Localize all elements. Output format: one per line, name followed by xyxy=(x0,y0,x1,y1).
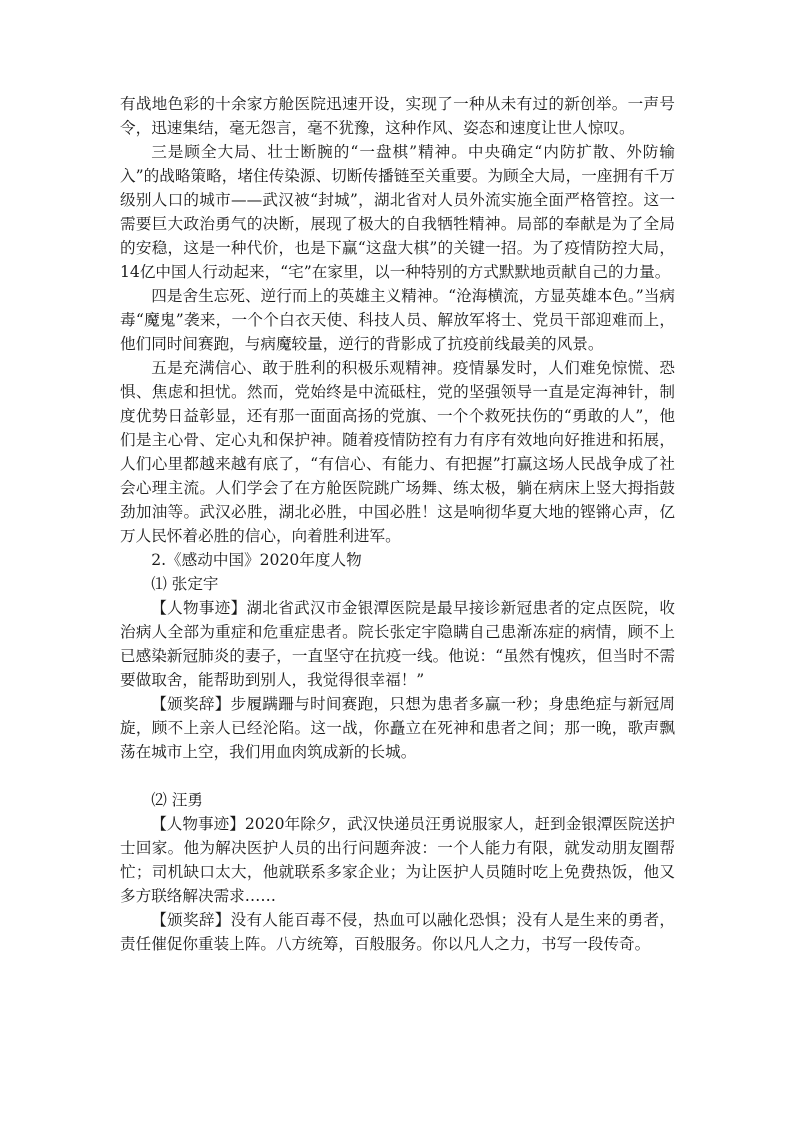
document-body xyxy=(120,92,675,956)
paragraph-wang-award: 【颁奖辞】没有人能百毒不侵，热血可以融化恐惧；没有人是生来的勇者，责任催促你重装上阵。八方统筹，百般服务。你以凡人之力，书写一段传奇。 xyxy=(120,911,675,953)
person-heading-wang: ⑵ 汪勇 xyxy=(151,791,203,809)
section-heading: 2.《感动中国》2020年度人物 xyxy=(151,551,362,569)
paragraph-spirit-three: 三是顾全大局、壮士断腕的“一盘棋”精神。中央确定“内防扩散、外防输入”的战略策略，堵住传染源、切断传播链至关重要。为顾全大局，一座拥有千万级别人口的城市——武汉被“封城”，湖北省对人员外流实施全面严格管控。这一需要巨大政治勇气的决断，展现了极大的自我牺牲精神。局部的奉献是为了全局的安稳，这是一种代价，也是下赢“这盘大棋”的关键一招。为了疫情防控大局，14亿中国人行动起来，“宅”在家里，以一种特别的方式默默地贡献自己的力量。 xyxy=(120,143,675,281)
paragraph-wang-deeds: 【人物事迹】2020年除夕，武汉快递员汪勇说服家人，赶到金银潭医院送护士回家。他为解决医护人员的出行问题奔波：一个人能力有限，就发动朋友圈帮忙；司机缺口太大，他就联系多家企业；为让医护人员随时吃上免费热饭，他又多方联络解决需求…… xyxy=(120,815,675,905)
paragraph-continuation: 有战地色彩的十余家方舱医院迅速开设，实现了一种从未有过的新创举。一声号令，迅速集结，毫无怨言，毫不犹豫，这种作风、姿态和速度让世人惊叹。 xyxy=(120,95,675,137)
paragraph-zhang-deeds: 【人物事迹】湖北省武汉市金银潭医院是最早接诊新冠患者的定点医院，收治病人全部为重症和危重症患者。院长张定宇隐瞒自己患渐冻症的病情，顾不上已感染新冠肺炎的妻子，一直坚守在抗疫一线。他说：“虽然有愧疚，但当时不需要做取舍，能帮助到别人，我觉得很幸福！” xyxy=(120,599,675,689)
paragraph-spirit-four: 四是舍生忘死、逆行而上的英雄主义精神。“沧海横流，方显英雄本色。”当病毒“魔鬼”袭来，一个个白衣天使、科技人员、解放军将士、党员干部迎难而上，他们同时间赛跑，与病魔较量，逆行的背影成了抗疫前线最美的风景。 xyxy=(120,287,675,353)
paragraph-zhang-award: 【颁奖辞】步履蹒跚与时间赛跑，只想为患者多赢一秒；身患绝症与新冠周旋，顾不上亲人已经沦陷。这一战，你矗立在死神和患者之间；那一晚，歌声飘荡在城市上空，我们用血肉筑成新的长城。 xyxy=(120,695,675,761)
paragraph-spirit-five: 五是充满信心、敢于胜利的积极乐观精神。疫情暴发时，人们难免惊慌、恐惧、焦虑和担忧。然而，党始终是中流砥柱，党的坚强领导一直是定海神针，制度优势日益彰显，还有那一面面高扬的党旗、一个个救死扶伤的“勇敢的人”，他们是主心骨、定心丸和保护神。随着疫情防控有力有序有效地向好推进和拓展，人们心里都越来越有底了，“有信心、有能力、有把握”打赢这场人民战争成了社会心理主流。人们学会了在方舱医院跳广场舞、练太极，躺在病床上竖大拇指鼓劲加油等。武汉必胜，湖北必胜，中国必胜！这是响彻华夏大地的铿锵心声，亿万人民怀着必胜的信心，向着胜利进军。 xyxy=(120,359,675,545)
person-heading-zhang: ⑴ 张定宇 xyxy=(151,575,219,593)
